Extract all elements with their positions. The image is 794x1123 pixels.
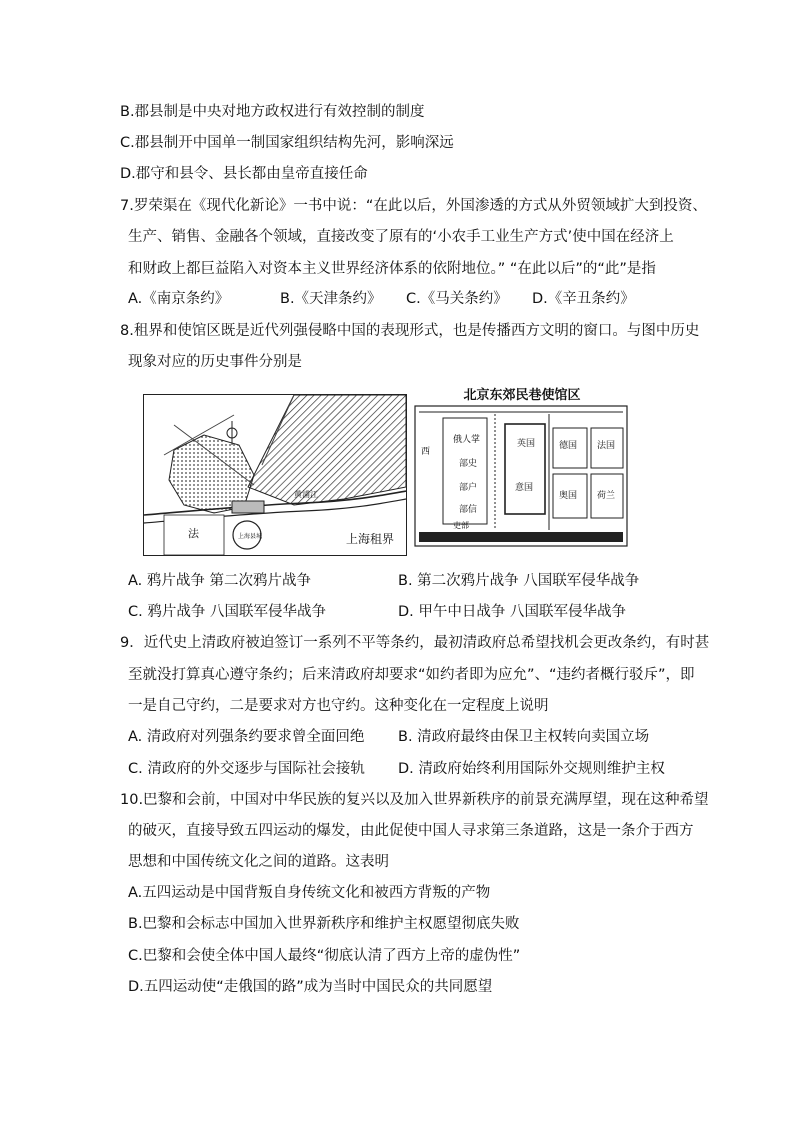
beijing-legation-map <box>413 384 631 554</box>
q10-option-c: C.巴黎和会使全体中国人最终“彻底认清了西方上帝的虚伪性” <box>128 948 521 964</box>
q10-stem-line-1: 10.巴黎和会前，中国对中华民族的复兴以及加入世界新秩序的前景充满厚望，现在这种希望 <box>120 792 709 808</box>
map2-label: 奥国 <box>559 491 578 501</box>
q6-option-d: D.郡守和县令、县长都由皇帝直接任命 <box>120 166 368 182</box>
q7-option-c: C.《马关条约》 <box>406 291 508 307</box>
map2-label: 西 <box>421 447 431 457</box>
french-concession-label: 法 <box>188 527 199 540</box>
map1-caption: 上海租界 <box>345 532 394 546</box>
q6-option-c: C.郡县制开中国单一制国家组织结构先河，影响深远 <box>120 135 454 151</box>
q10-option-a: A.五四运动是中国背叛自身传统文化和被西方背叛的产物 <box>128 885 491 901</box>
map2-label: 德国 <box>559 441 578 451</box>
map2-label: 吏部 <box>453 521 469 530</box>
q10-option-d: D.五四运动使“走俄国的路”成为当时中国民众的共同愿望 <box>128 979 493 995</box>
map2-label: 荷兰 <box>597 491 616 501</box>
map2-label: 部史 <box>459 459 478 469</box>
q7-option-d: D.《辛丑条约》 <box>532 291 635 307</box>
q6-option-b: B.郡县制是中央对地方政权进行有效控制的制度 <box>120 104 425 120</box>
q10-stem-line-2: 的破灭，直接导致五四运动的爆发，由此促使中国人寻求第三条道路，这是一条介于西方 <box>128 823 694 839</box>
q8-option-b: B. 第二次鸦片战争 八国联军侵华战争 <box>398 573 640 589</box>
map2-label: 部信 <box>459 505 478 515</box>
q7-stem-line-3: 和财政上都巨益陷入对资本主义世界经济体系的依附地位。” “在此以后”的“此”是指 <box>128 261 656 277</box>
map2-label: 部户 <box>459 483 478 493</box>
q8-option-a: A. 鸦片战争 第二次鸦片战争 <box>128 573 311 589</box>
map2-label: 英国 <box>517 439 536 449</box>
q7-stem-line-1: 7.罗荣渠在《现代化新论》一书中说：“在此以后，外国渗透的方式从外贸领域扩大到投资、 <box>120 198 707 214</box>
q7-stem-line-2: 生产、销售、金融各个领域，直接改变了原有的‘小农手工业生产方式’使中国在经济上 <box>128 229 674 245</box>
q10-stem-line-3: 思想和中国传统文化之间的道路。这表明 <box>128 854 389 870</box>
q9-stem-line-2: 至就没打算真心遵守条约；后来清政府却要求“如约者即为应允”、“违约者概行驳斥”，即 <box>128 667 695 683</box>
q8-option-c: C. 鸦片战争 八国联军侵华战争 <box>128 604 326 620</box>
q7-option-a: A.《南京条约》 <box>128 291 230 307</box>
q8-stem-line-2: 现象对应的历史事件分别是 <box>128 354 302 370</box>
q9-option-b: B. 清政府最终由保卫主权转向卖国立场 <box>398 729 650 745</box>
river-label: 黄浦江 <box>294 490 318 499</box>
shanghai-concession-map <box>143 394 407 556</box>
map2-label: 俄人掌 <box>453 435 481 445</box>
q9-option-a: A. 清政府对列强条约要求曾全面回绝 <box>128 729 365 745</box>
q10-option-b: B.巴黎和会标志中国加入世界新秩序和维护主权愿望彻底失败 <box>128 916 520 932</box>
map2-label: 法国 <box>597 441 616 451</box>
map2-label: 意国 <box>515 483 534 493</box>
q9-stem-line-3: 一是自己守约，二是要求对方也守约。这种变化在一定程度上说明 <box>128 698 549 714</box>
q8-stem-line-1: 8.租界和使馆区既是近代列强侵略中国的表现形式，也是传播西方文明的窗口。与图中历史 <box>120 323 700 339</box>
q9-option-c: C. 清政府的外交逐步与国际社会接轨 <box>128 761 365 777</box>
q7-option-b: B.《天津条约》 <box>280 291 382 307</box>
map2-title: 北京东郊民巷使馆区 <box>463 388 581 403</box>
q9-stem-line-1: 9．近代史上清政府被迫签订一系列不平等条约，最初清政府总希望找机会更改条约，有时甚 <box>120 635 710 651</box>
q9-option-d: D. 清政府始终利用国际外交规则维护主权 <box>398 761 665 777</box>
old-city-label: 上海县城 <box>238 533 263 540</box>
q8-option-d: D. 甲午中日战争 八国联军侵华战争 <box>398 604 626 620</box>
